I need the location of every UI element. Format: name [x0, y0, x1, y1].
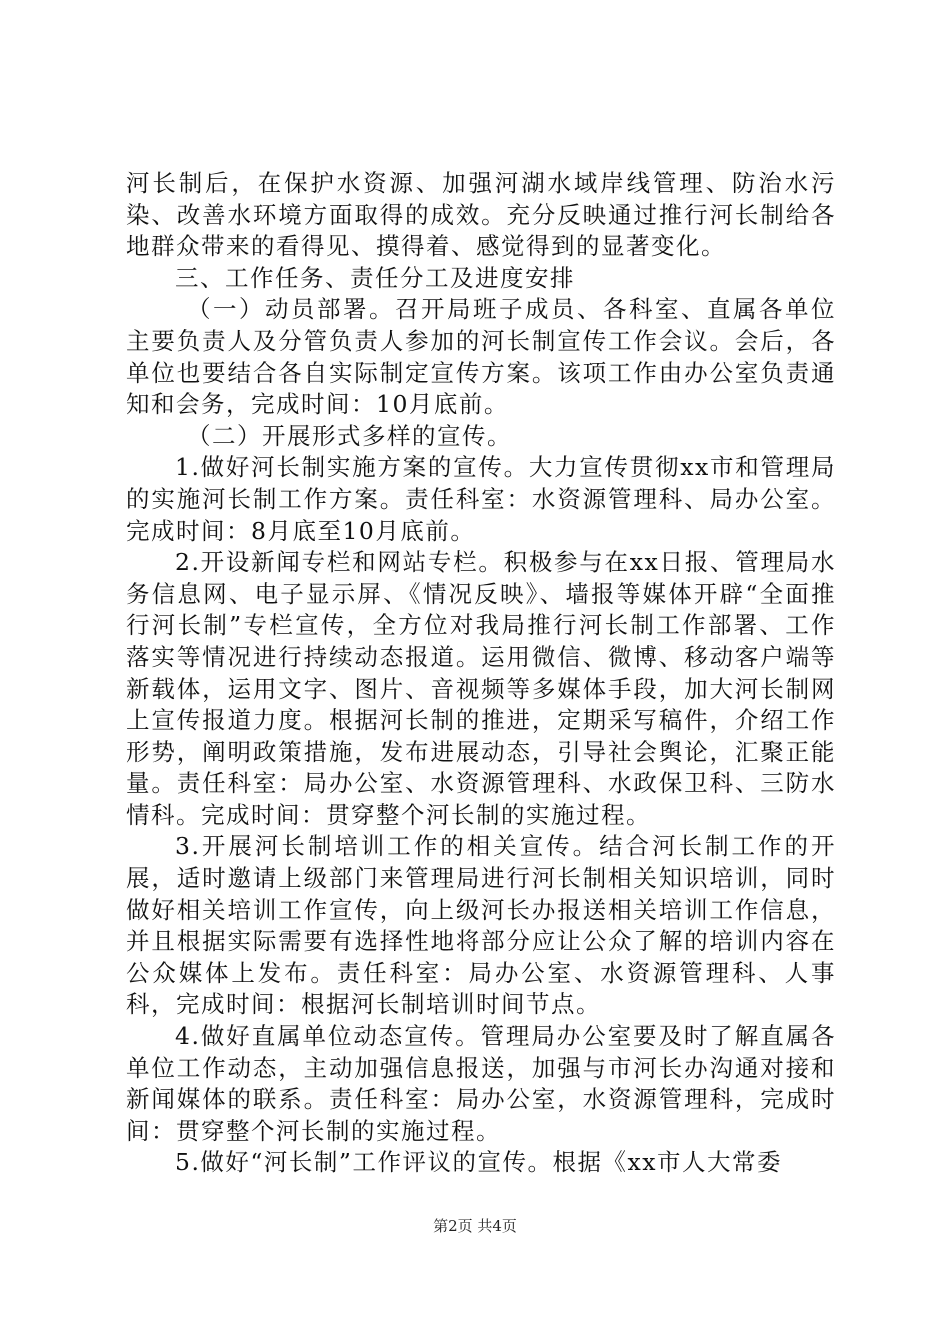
paragraph-item-2: 2.开设新闻专栏和网站专栏。积极参与在xx日报、管理局水务信息网、电子显示屏、《情况反映》、墙报等媒体开辟“全面推行河长制”专栏宣传，全方位对我局推行河长制工作部署、工作落实等情况进行持续动态报道。运用微信、微博、移动客户端等新载体，运用文字、图片、音视频等多媒体手段，加大河长制网上宣传报道力度。根据河长制的推进，定期采写稿件，介绍工作形势，阐明政策措施，发布进展动态，引导社会舆论，汇聚正能量。责任科室：局办公室、水资源管理科、水政保卫科、三防水情科。完成时间：贯穿整个河长制的实施过程。 — [126, 548, 836, 829]
paragraph-mobilization: （一）动员部署。召开局班子成员、各科室、直属各单位主要负责人及分管负责人参加的河长制宣传工作会议。会后，各单位也要结合各自实际制定宣传方案。该项工作由办公室负责通知和会务，完成时间：10月底前。 — [126, 295, 836, 419]
document-body — [126, 168, 836, 1179]
paragraph-item-4: 4.做好直属单位动态宣传。管理局办公室要及时了解直属各单位工作动态，主动加强信息报送，加强与市河长办沟通对接和新闻媒体的联系。责任科室：局办公室，水资源管理科，完成时间：贯穿整个河长制的实施过程。 — [126, 1022, 836, 1145]
page-number-footer: 第2页 共4页 — [433, 1217, 517, 1235]
paragraph-item-1: 1.做好河长制实施方案的宣传。大力宣传贯彻xx市和管理局的实施河长制工作方案。责任科室：水资源管理科、局办公室。完成时间：8月底至10月底前。 — [126, 453, 836, 545]
section-heading-three: 三、工作任务、责任分工及进度安排 — [175, 263, 575, 292]
paragraph-publicity-forms: （二）开展形式多样的宣传。 — [187, 421, 512, 450]
paragraph-continuation: 河长制后，在保护水资源、加强河湖水域岸线管理、防治水污染、改善水环境方面取得的成效。充分反映通过推行河长制给各地群众带来的看得见、摸得着、感觉得到的显著变化。 — [126, 169, 836, 261]
paragraph-item-5: 5.做好“河长制”工作评议的宣传。根据《xx市人大常委 — [175, 1148, 782, 1177]
paragraph-item-3: 3.开展河长制培训工作的相关宣传。结合河长制工作的开展，适时邀请上级部门来管理局进行河长制相关知识培训，同时做好相关培训工作宣传，向上级河长办报送相关培训工作信息，并且根据实际需要有选择性地将部分应让公众了解的培训内容在公众媒体上发布。责任科室：局办公室、水资源管理科、人事科，完成时间：根据河长制培训时间节点。 — [126, 832, 836, 1019]
